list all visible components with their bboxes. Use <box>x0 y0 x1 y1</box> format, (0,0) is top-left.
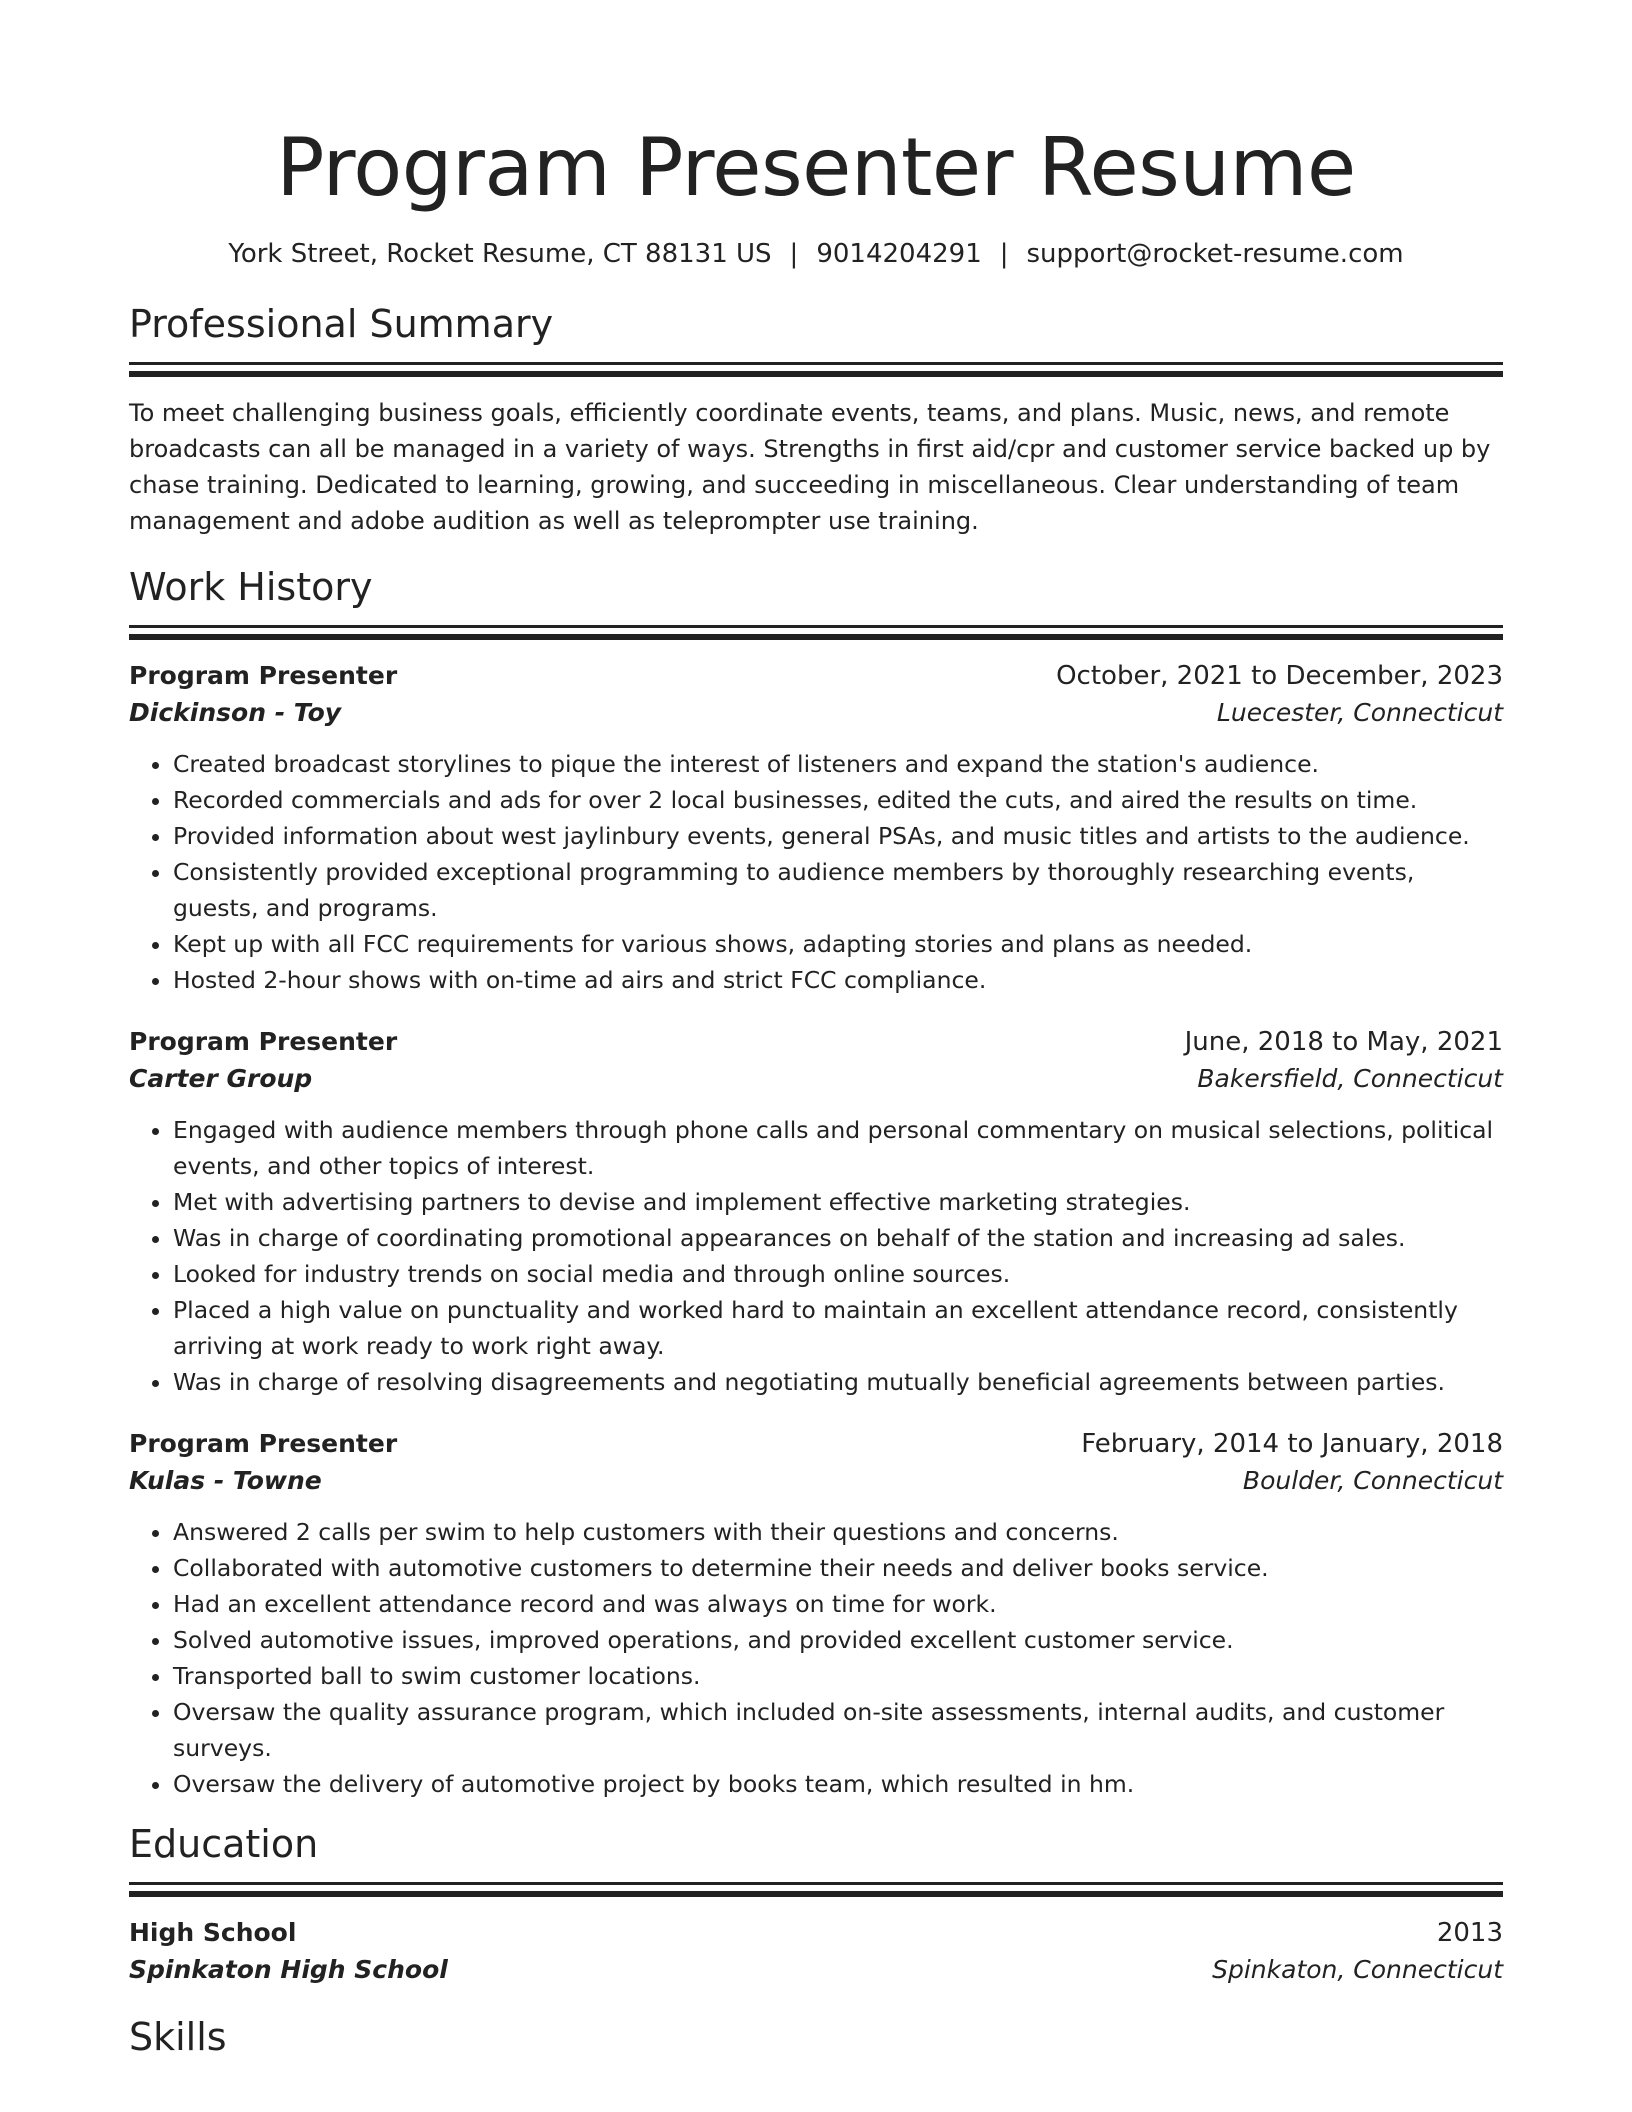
job-bullet: • Provided information about west jaylinbury events, general PSAs, and music titles and artists to the audience. <box>173 818 1503 854</box>
page-title: Program Presenter Resume <box>276 121 1356 214</box>
job-bullet: • Oversaw the quality assurance program, which included on-site assessments, internal audits, and customer surveys. <box>173 1694 1503 1766</box>
job-dates: October, 2021 to December, 2023 <box>1056 661 1503 691</box>
section-rule-thin <box>129 1882 1503 1885</box>
job-bullet: • Looked for industry trends on social media and through online sources. <box>173 1256 1503 1292</box>
contact-separator: | <box>999 239 1009 269</box>
job-bullet: • Kept up with all FCC requirements for various shows, adapting stories and plans as needed. <box>173 926 1503 962</box>
skills-section <box>129 2013 1503 2061</box>
summary-text: To meet challenging business goals, efficiently coordinate events, teams, and plans. Music, news, and remote broadcasts can all be managed in a variety of ways. Strengths in first aid/cpr and customer service backed up by chase training. Dedicated to learning, growing, and succeeding in miscellaneous. Clear understanding of team management and adobe audition as well as teleprompter use training. <box>129 399 1491 535</box>
section-rule-thick <box>129 634 1503 640</box>
job-bullet: • Solved automotive issues, improved operations, and provided excellent customer service. <box>173 1622 1503 1658</box>
work-history-section <box>129 563 1503 1802</box>
job-subheader-row <box>129 1060 1503 1098</box>
section-rule-thin <box>129 625 1503 628</box>
job-bullet: • Was in charge of coordinating promotional appearances on behalf of the station and increasing ad sales. <box>173 1220 1503 1256</box>
section-heading-education: Education <box>129 1822 319 1866</box>
job-bullet: • Had an excellent attendance record and was always on time for work. <box>173 1586 1503 1622</box>
job-entry <box>129 1024 1503 1400</box>
job-company: Carter Group <box>129 1064 313 1093</box>
job-bullet: • Oversaw the delivery of automotive project by books team, which resulted in hm. <box>173 1766 1503 1802</box>
contact-email: support@rocket-resume.com <box>1026 239 1404 269</box>
education-header-row <box>129 1915 1503 1951</box>
job-bullet: • Met with advertising partners to devise and implement effective marketing strategies. <box>173 1184 1503 1220</box>
section-heading-summary: Professional Summary <box>129 302 554 346</box>
section-heading-work-history: Work History <box>129 565 373 609</box>
job-bullet-list <box>129 1514 1503 1802</box>
contact-line <box>129 236 1503 272</box>
job-bullet: • Transported ball to swim customer locations. <box>173 1658 1503 1694</box>
section-rule-thick <box>129 371 1503 377</box>
job-location: Boulder, Connecticut <box>1242 1466 1503 1495</box>
job-subheader-row <box>129 1462 1503 1500</box>
job-bullet-list <box>129 1112 1503 1400</box>
education-entry <box>129 1915 1503 1989</box>
job-subheader-row <box>129 694 1503 732</box>
job-location: Luecester, Connecticut <box>1216 698 1503 727</box>
job-bullet: • Created broadcast storylines to pique the interest of listeners and expand the station's audience. <box>173 746 1503 782</box>
job-entry <box>129 658 1503 998</box>
education-school: Spinkaton High School <box>129 1955 448 1984</box>
job-dates: June, 2018 to May, 2021 <box>1184 1027 1503 1057</box>
education-subheader-row <box>129 1951 1503 1989</box>
job-bullet: • Answered 2 calls per swim to help customers with their questions and concerns. <box>173 1514 1503 1550</box>
job-bullet: • Hosted 2-hour shows with on-time ad airs and strict FCC compliance. <box>173 962 1503 998</box>
section-rule-thick <box>129 1891 1503 1897</box>
job-location: Bakersfield, Connecticut <box>1197 1064 1503 1093</box>
job-bullet: • Recorded commercials and ads for over 2 local businesses, edited the cuts, and aired the results on time. <box>173 782 1503 818</box>
job-bullet: • Collaborated with automotive customers to determine their needs and deliver books service. <box>173 1550 1503 1586</box>
contact-phone: 9014204291 <box>816 239 982 269</box>
job-title: Program Presenter <box>129 1429 398 1458</box>
education-year: 2013 <box>1436 1918 1503 1948</box>
section-rule-thin <box>129 362 1503 365</box>
job-bullet: • Engaged with audience members through phone calls and personal commentary on musical selections, political events, and other topics of interest. <box>173 1112 1503 1184</box>
contact-address: York Street, Rocket Resume, CT 88131 US <box>228 239 772 269</box>
education-degree: High School <box>129 1918 297 1947</box>
job-header-row <box>129 1426 1503 1462</box>
job-title: Program Presenter <box>129 661 398 690</box>
job-dates: February, 2014 to January, 2018 <box>1081 1429 1503 1459</box>
job-bullet: • Was in charge of resolving disagreements and negotiating mutually beneficial agreements between parties. <box>173 1364 1503 1400</box>
job-header-row <box>129 1024 1503 1060</box>
job-bullet: • Placed a high value on punctuality and worked hard to maintain an excellent attendance record, consistently arriving at work ready to work right away. <box>173 1292 1503 1364</box>
job-bullet-list <box>129 746 1503 998</box>
job-bullet: • Consistently provided exceptional programming to audience members by thoroughly researching events, guests, and programs. <box>173 854 1503 926</box>
education-section <box>129 1820 1503 1989</box>
job-entry <box>129 1426 1503 1802</box>
job-company: Dickinson - Toy <box>129 698 342 727</box>
job-company: Kulas - Towne <box>129 1466 322 1495</box>
section-heading-skills: Skills <box>129 2015 227 2059</box>
summary-section <box>129 300 1503 539</box>
education-location: Spinkaton, Connecticut <box>1212 1955 1503 1984</box>
job-title: Program Presenter <box>129 1027 398 1056</box>
contact-separator: | <box>789 239 799 269</box>
job-header-row <box>129 658 1503 694</box>
